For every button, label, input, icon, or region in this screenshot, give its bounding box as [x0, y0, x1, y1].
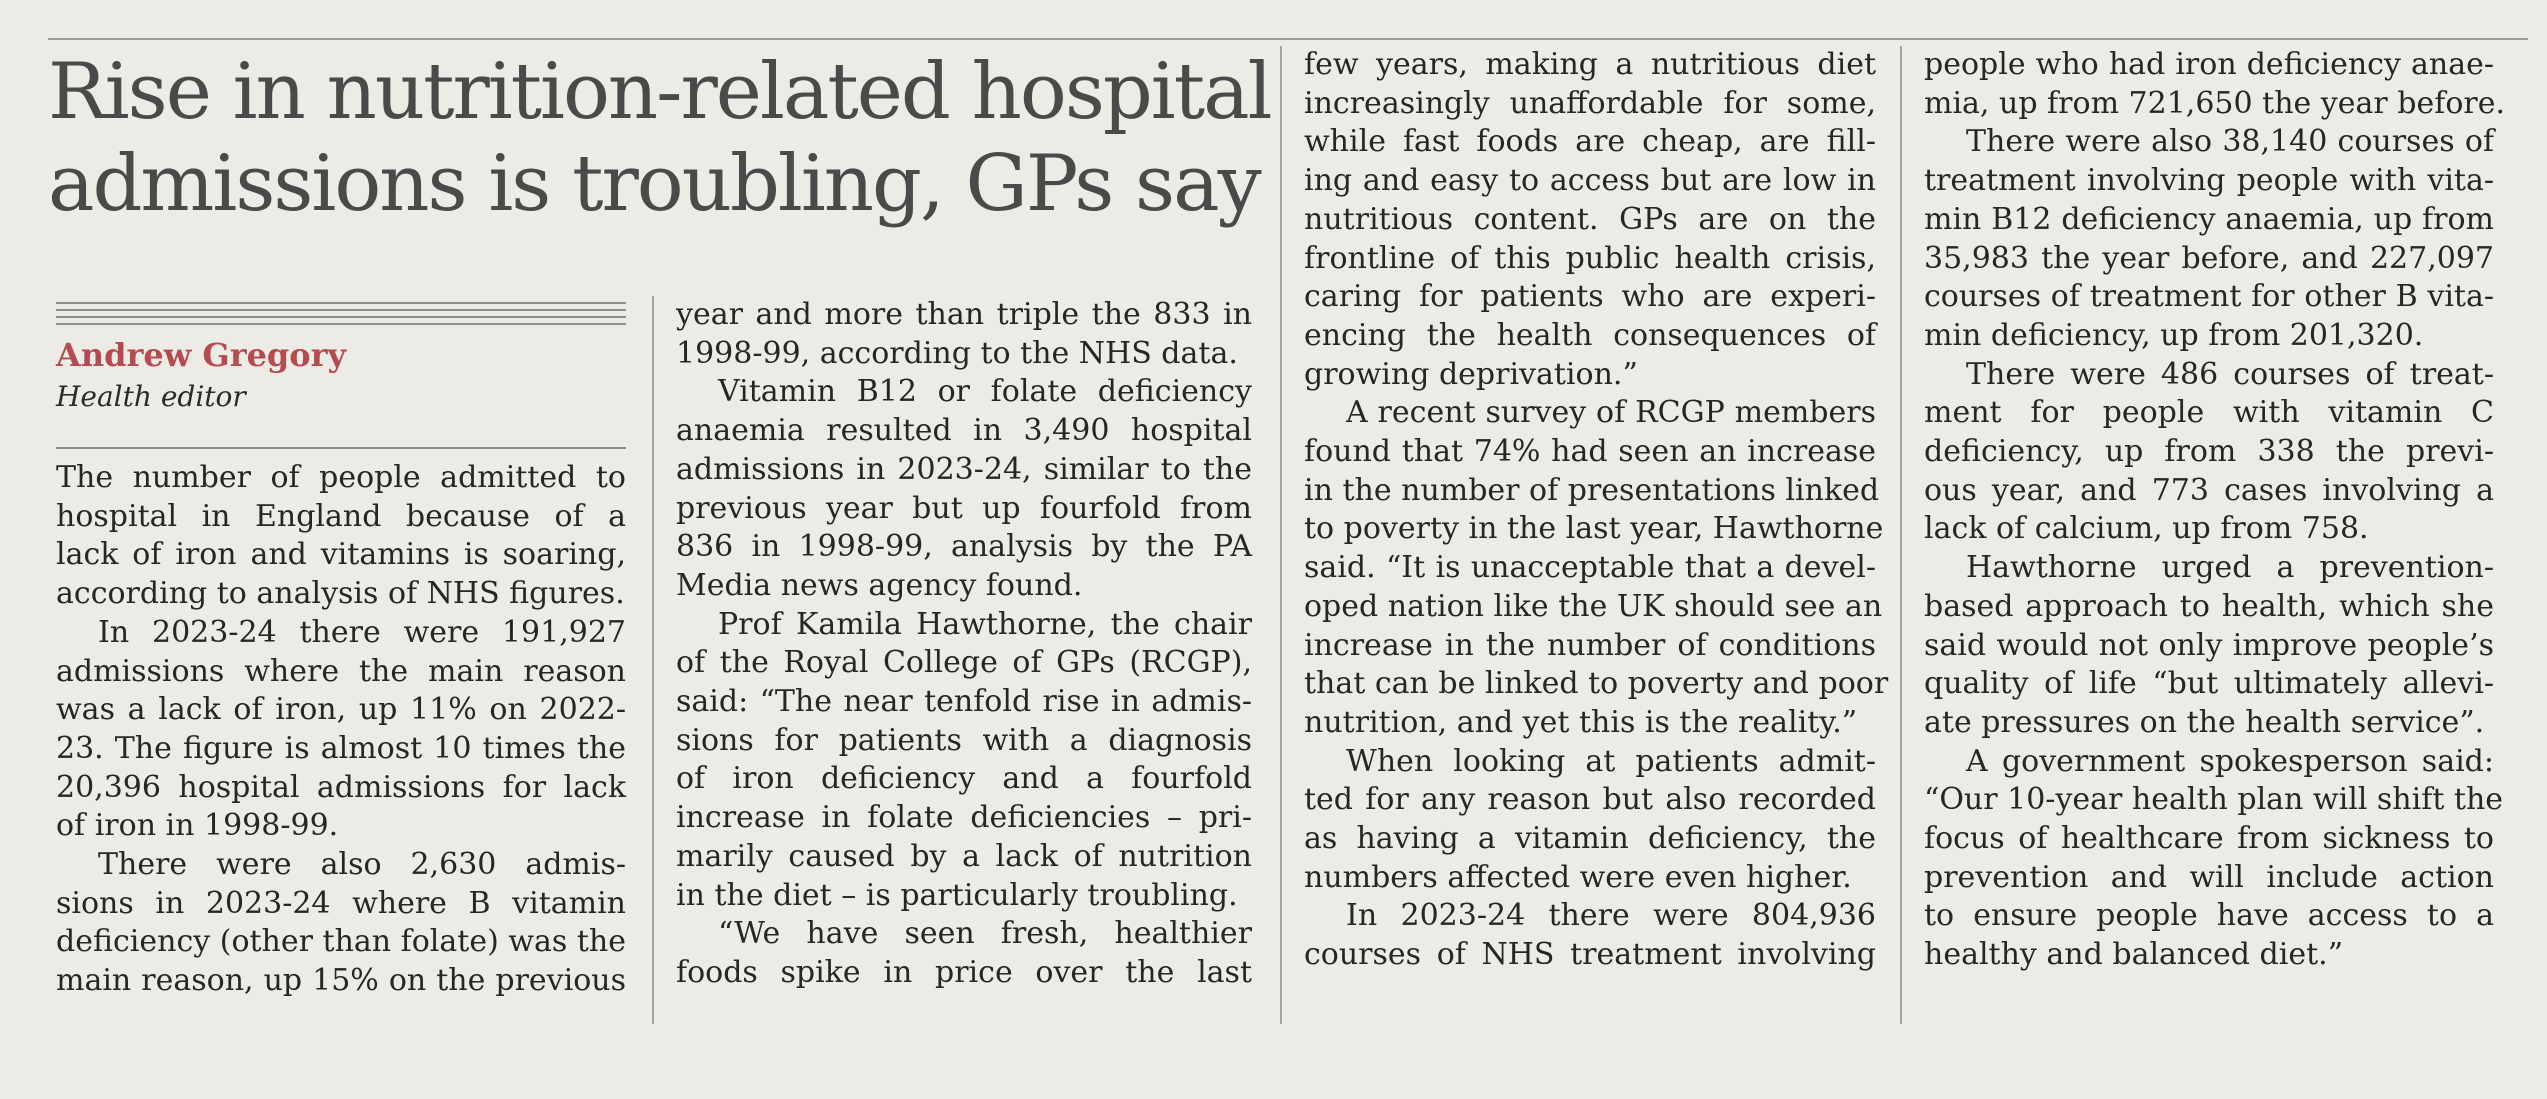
- body-line: ate pressures on the health service”.: [1924, 704, 2485, 740]
- body-line: that can be linked to poverty and poor: [1304, 666, 1889, 702]
- body-line: min deficiency, up from 201,320.: [1924, 317, 2424, 353]
- body-line: increase in folate deficiencies – pri-: [676, 800, 1252, 836]
- body-line: 20,396 hospital admissions for lack: [56, 769, 626, 805]
- body-line: nutrition, and yet this is the reality.”: [1304, 704, 1858, 740]
- body-line: There were also 2,630 admis-: [98, 847, 626, 883]
- body-line: ous year, and 773 cases involving a: [1924, 472, 2494, 508]
- body-line: said: “The near tenfold rise in admis-: [676, 684, 1252, 720]
- body-line: lack of calcium, up from 758.: [1924, 511, 2369, 547]
- column-rule: [1280, 46, 1282, 1024]
- byline-rules: [56, 302, 626, 330]
- body-column-1: [56, 459, 626, 1001]
- body-line: of the Royal College of GPs (RCGP),: [676, 645, 1252, 681]
- body-line: mia, up from 721,650 the year before.: [1924, 85, 2506, 121]
- body-line: in the number of presentations linked: [1304, 472, 1880, 508]
- body-line: to ensure people have access to a: [1924, 898, 2494, 934]
- body-line: 836 in 1998-99, analysis by the PA: [676, 529, 1252, 565]
- top-rule: [48, 38, 2528, 40]
- body-line: few years, making a nutritious diet: [1304, 47, 1876, 82]
- body-column-4: [1924, 46, 2506, 975]
- body-line: said. “It is unacceptable that a devel-: [1304, 550, 1876, 586]
- body-line: previous year but up fourfold from: [676, 490, 1252, 526]
- body-line: nutritious content. GPs are on the: [1304, 201, 1876, 237]
- body-line: found that 74% had seen an increase: [1304, 434, 1876, 470]
- body-line: sions for patients with a diagnosis: [676, 722, 1252, 758]
- body-line: min B12 deficiency anaemia, up from: [1924, 201, 2494, 237]
- body-line: courses of treatment for other B vita-: [1924, 279, 2494, 315]
- body-column-2: [676, 296, 1252, 993]
- body-line: deficiency, up from 338 the previ-: [1924, 434, 2494, 470]
- body-line: anaemia resulted in 3,490 hospital: [676, 413, 1252, 449]
- body-line: ted for any reason but also recorded: [1304, 782, 1876, 818]
- body-line: caring for patients who are experi-: [1304, 279, 1876, 315]
- body-line: “Our 10-year health plan will shift the: [1924, 782, 2504, 818]
- body-line: ing and easy to access but are low in: [1304, 163, 1876, 199]
- body-line: people who had iron deficiency anae-: [1924, 47, 2494, 82]
- body-line: focus of healthcare from sickness to: [1924, 821, 2494, 857]
- body-line: of iron deficiency and a fourfold: [676, 761, 1252, 797]
- body-line: 35,983 the year before, and 227,097: [1924, 240, 2494, 276]
- headline-line: admissions is troubling, GPs say: [48, 139, 1260, 229]
- body-line: Media news agency found.: [676, 567, 1083, 603]
- body-line: 1998-99, according to the NHS data.: [676, 335, 1238, 371]
- body-line: oped nation like the UK should see an: [1304, 588, 1883, 624]
- body-line: based approach to health, which she: [1924, 588, 2494, 624]
- author-name: Andrew Gregory: [56, 336, 347, 374]
- body-line: A government spokesperson said:: [1966, 743, 2494, 779]
- body-line: numbers affected were even higher.: [1304, 859, 1852, 895]
- body-line: sions in 2023-24 where B vitamin: [56, 885, 626, 921]
- body-line: growing deprivation.”: [1304, 356, 1638, 392]
- body-line: increase in the number of conditions: [1304, 627, 1876, 663]
- body-line: encing the health consequences of: [1304, 317, 1876, 353]
- body-line: ment for people with vitamin C: [1924, 395, 2494, 431]
- body-line: lack of iron and vitamins is soaring,: [56, 537, 626, 573]
- body-line: The number of people admitted to: [56, 460, 626, 495]
- body-line: to poverty in the last year, Hawthorne: [1304, 511, 1884, 547]
- headline: [48, 46, 1288, 230]
- body-line: foods spike in price over the last: [676, 954, 1252, 990]
- body-line: There were also 38,140 courses of: [1966, 124, 2494, 160]
- column-rule: [1900, 46, 1902, 1024]
- body-line: Vitamin B12 or folate deficiency: [718, 374, 1252, 410]
- headline-line: Rise in nutrition-related hospital: [48, 47, 1271, 137]
- body-line: in the diet – is particularly troubling.: [676, 877, 1238, 913]
- body-line: courses of NHS treatment involving: [1304, 937, 1876, 973]
- body-column-3: [1304, 46, 1889, 975]
- body-line: was a lack of iron, up 11% on 2022-: [56, 692, 626, 728]
- body-line: hospital in England because of a: [56, 498, 626, 534]
- body-line: of iron in 1998-99.: [56, 808, 339, 844]
- body-line: year and more than triple the 833 in: [676, 297, 1252, 332]
- body-line: while fast foods are cheap, are fill-: [1304, 124, 1876, 160]
- body-line: said would not only improve people’s: [1924, 627, 2494, 663]
- body-line: frontline of this public health crisis,: [1304, 240, 1876, 276]
- body-line: A recent survey of RCGP members: [1346, 395, 1876, 431]
- body-line: 23. The figure is almost 10 times the: [56, 730, 626, 766]
- body-line: Hawthorne urged a prevention-: [1966, 550, 2494, 586]
- body-line: admissions where the main reason: [56, 653, 626, 689]
- body-line: deficiency (other than folate) was the: [56, 924, 626, 960]
- body-line: Prof Kamila Hawthorne, the chair: [718, 606, 1252, 642]
- body-line: quality of life “but ultimately allevi-: [1924, 666, 2494, 702]
- body-line: In 2023-24 there were 191,927: [98, 614, 626, 650]
- column-rule: [652, 296, 654, 1024]
- body-line: admissions in 2023-24, similar to the: [676, 451, 1252, 487]
- body-line: according to analysis of NHS figures.: [56, 576, 625, 612]
- body-line: “We have seen fresh, healthier: [718, 916, 1252, 952]
- body-line: as having a vitamin deficiency, the: [1304, 821, 1876, 857]
- body-line: There were 486 courses of treat-: [1966, 356, 2494, 392]
- body-line: marily caused by a lack of nutrition: [676, 838, 1252, 874]
- body-line: healthy and balanced diet.”: [1924, 937, 2344, 973]
- body-line: When looking at patients admit-: [1346, 743, 1876, 779]
- body-line: main reason, up 15% on the previous: [56, 963, 626, 999]
- body-line: prevention and will include action: [1924, 859, 2494, 895]
- body-line: treatment involving people with vita-: [1924, 163, 2494, 199]
- byline-bottom-rule: [56, 447, 626, 449]
- body-line: increasingly unaffordable for some,: [1304, 85, 1876, 121]
- author-role: Health editor: [56, 380, 246, 413]
- body-line: In 2023-24 there were 804,936: [1346, 898, 1876, 934]
